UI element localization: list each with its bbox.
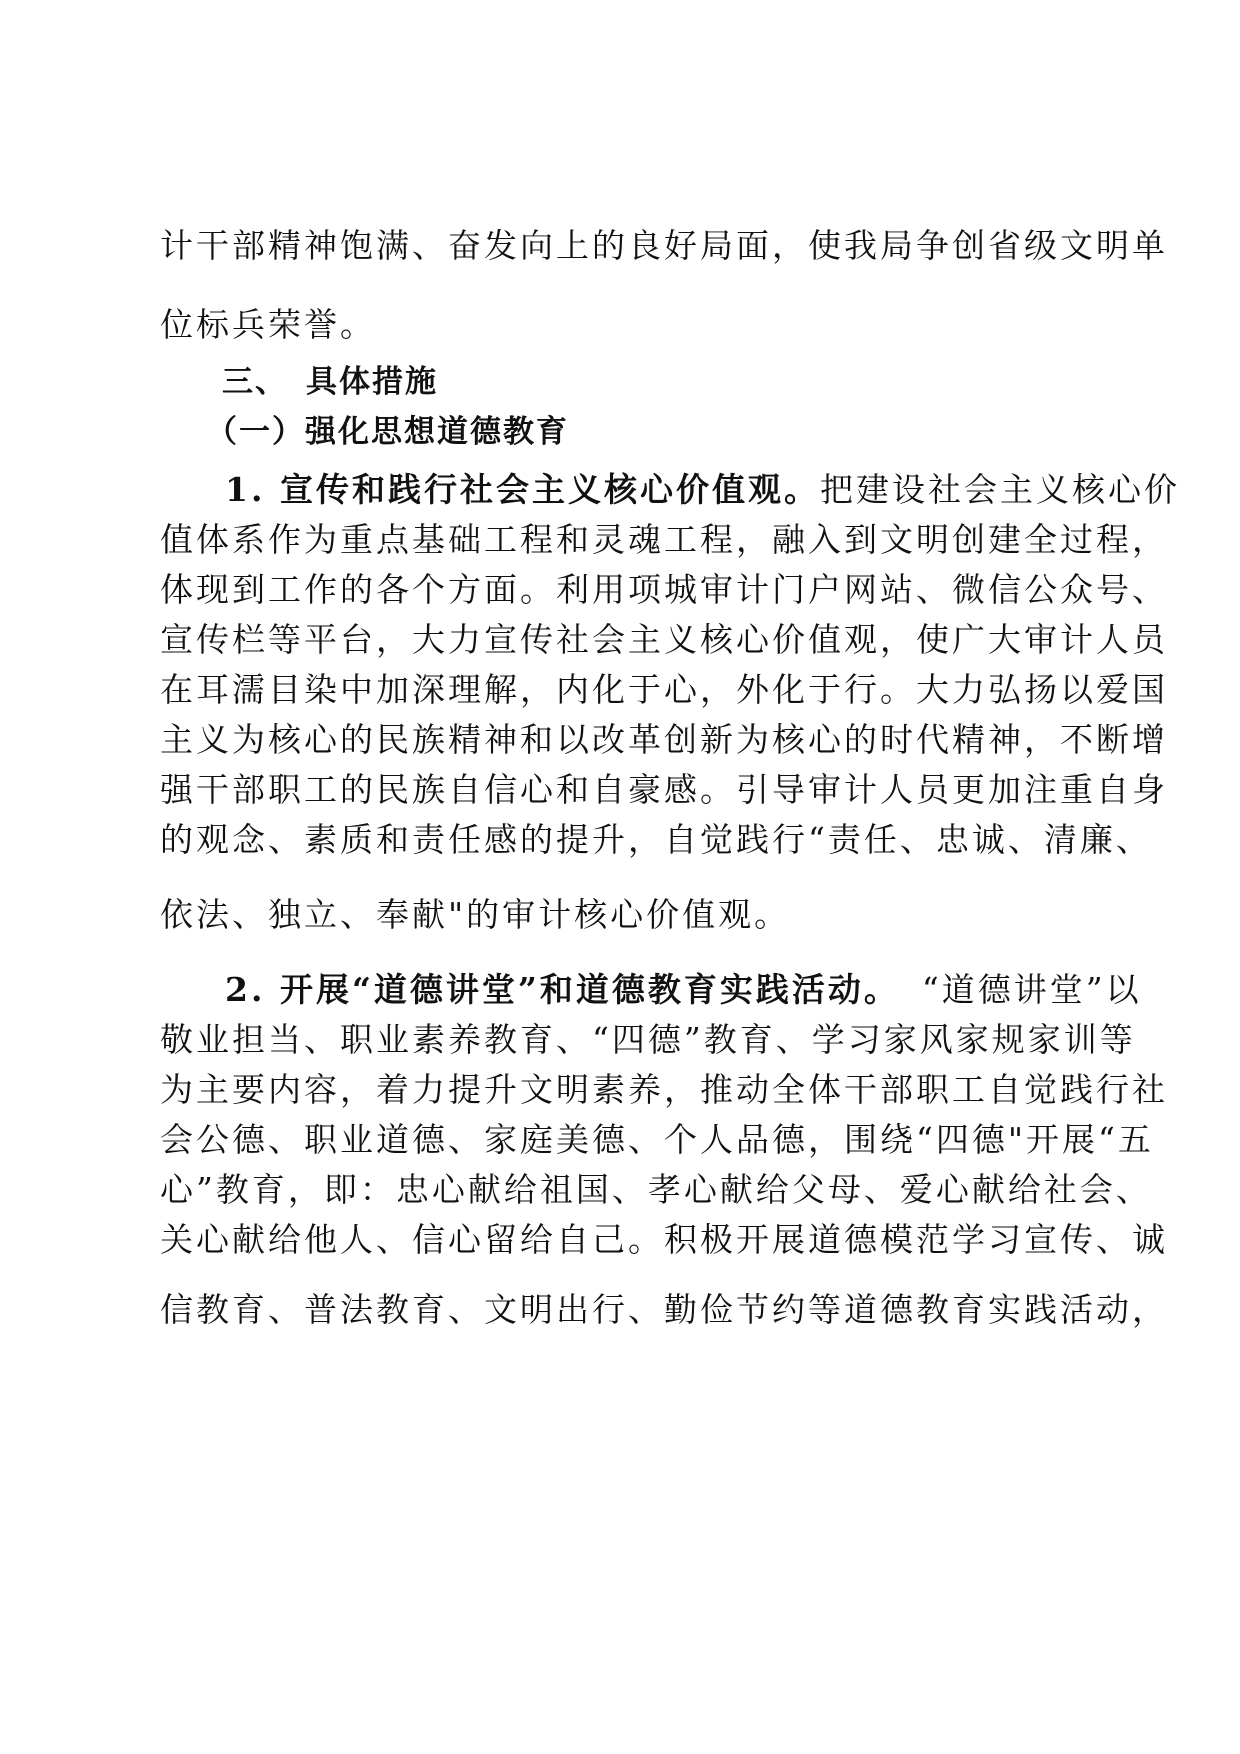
body-text-line: 在耳濡目染中加深理解，内化于心，外化于行。大力弘扬以爱国 bbox=[160, 670, 1168, 709]
body-text-line: 值体系作为重点基础工程和灵魂工程，融入到文明创建全过程， bbox=[160, 520, 1168, 559]
body-text-line: 关心献给他人、信心留给自己。积极开展道德模范学习宣传、诚 bbox=[160, 1220, 1168, 1259]
body-text-line: 敬业担当、职业素养教育、“四德”教育、学习家风家规家训等 bbox=[160, 1020, 1136, 1059]
item-first-line bbox=[225, 470, 1180, 510]
body-text-line: 强干部职工的民族自信心和自豪感。引导审计人员更加注重自身 bbox=[160, 770, 1168, 809]
item-text: “道德讲堂”以 bbox=[921, 970, 1142, 1009]
item-heading: 1. 宣传和践行社会主义核心价值观。 bbox=[225, 470, 820, 509]
body-text-line: 为主要内容，着力提升文明素养，推动全体干部职工自觉践行社 bbox=[160, 1070, 1168, 1109]
body-text-line: 的观念、素质和责任感的提升，自觉践行“责任、忠诚、清廉、 bbox=[160, 820, 1152, 859]
subsection-heading: （一）强化思想道德教育 bbox=[206, 414, 569, 450]
section-heading bbox=[222, 362, 1142, 402]
body-text-line: 主义为核心的民族精神和以改革创新为核心的时代精神，不断增 bbox=[160, 720, 1168, 759]
body-text-line: 位标兵荣誉。 bbox=[160, 305, 376, 344]
body-text-line: 依法、独立、奉献"的审计核心价值观。 bbox=[160, 895, 791, 934]
section-number: 三、 bbox=[222, 364, 288, 400]
body-text-line: 会公德、职业道德、家庭美德、个人品德，围绕“四德"开展“五 bbox=[160, 1120, 1154, 1159]
section-title: 具体措施 bbox=[306, 364, 438, 400]
body-text-line: 体现到工作的各个方面。利用项城审计门户网站、微信公众号、 bbox=[160, 570, 1168, 609]
body-text-line: 宣传栏等平台，大力宣传社会主义核心价值观，使广大审计人员 bbox=[160, 620, 1168, 659]
item-first-line bbox=[225, 970, 1145, 1010]
item-text: 把建设社会主义核心价 bbox=[819, 470, 1180, 509]
item-heading: 2. 开展“道德讲堂”和道德教育实践活动。 bbox=[225, 970, 900, 1009]
body-text-line: 信教育、普法教育、文明出行、勤俭节约等道德教育实践活动， bbox=[160, 1290, 1168, 1329]
body-text-line: 计干部精神饱满、奋发向上的良好局面，使我局争创省级文明单 bbox=[160, 226, 1168, 265]
body-text-line: 心”教育，即：忠心献给祖国、孝心献给父母、爱心献给社会、 bbox=[160, 1170, 1152, 1209]
